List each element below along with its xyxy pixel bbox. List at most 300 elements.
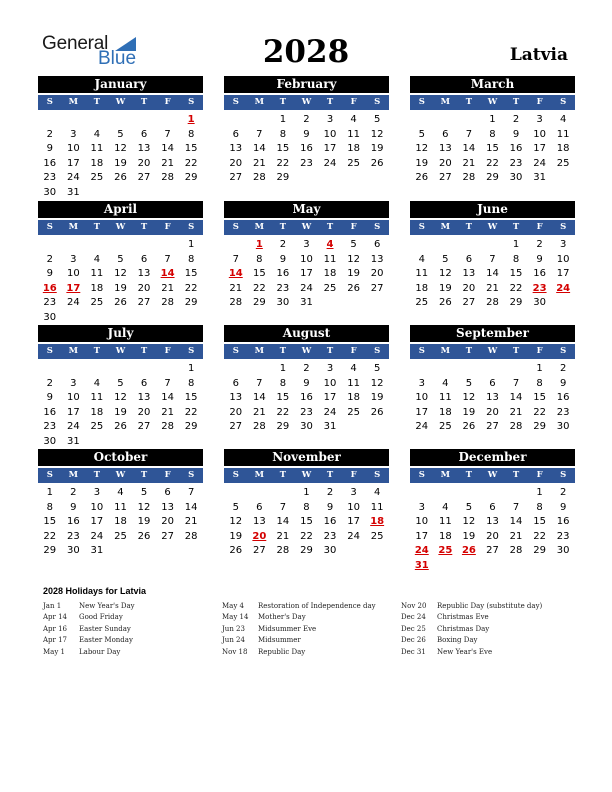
day-cell: 2 xyxy=(46,377,53,389)
holiday-day-cell: 24 xyxy=(556,282,571,294)
holiday-day-cell: 16 xyxy=(42,282,57,294)
day-cell: 31 xyxy=(323,421,337,432)
day-cell: 8 xyxy=(46,501,53,513)
weekday-label: S xyxy=(560,97,567,107)
day-cell: 24 xyxy=(323,157,337,169)
weekday-label: T xyxy=(326,97,334,107)
weekday-label: W xyxy=(301,470,312,480)
holiday-entry xyxy=(43,601,135,612)
holiday-date: May 1 xyxy=(43,647,65,656)
day-cell: 14 xyxy=(252,392,266,403)
day-cell: 20 xyxy=(137,282,151,294)
day-cell: 11 xyxy=(90,268,104,279)
weekday-label: T xyxy=(140,222,148,232)
day-cell: 9 xyxy=(559,501,567,513)
month-title: January xyxy=(38,76,203,93)
day-cell: 21 xyxy=(486,282,499,294)
day-cell: 11 xyxy=(415,268,429,279)
day-cell: 10 xyxy=(347,501,360,513)
day-cell: 5 xyxy=(117,377,124,389)
day-cell: 29 xyxy=(533,421,546,432)
day-cell: 22 xyxy=(184,157,198,169)
day-cell: 1 xyxy=(279,363,287,374)
empty-day-cell xyxy=(85,113,109,128)
day-cell: 24 xyxy=(323,406,337,418)
day-cell: 14 xyxy=(161,392,174,403)
weekday-label: T xyxy=(465,346,473,356)
day-cell: 4 xyxy=(442,377,449,389)
weekday-label: M xyxy=(254,222,265,232)
day-cell: 10 xyxy=(90,501,104,513)
day-cell: 8 xyxy=(279,377,287,389)
day-cell: 31 xyxy=(66,186,80,198)
weekday-label: F xyxy=(536,470,543,480)
day-grid xyxy=(410,359,575,435)
weekday-label: F xyxy=(536,222,543,232)
day-grid xyxy=(224,483,389,559)
day-cell: 21 xyxy=(161,282,174,294)
calendar-country: Latvia xyxy=(509,45,568,65)
month-october xyxy=(38,449,203,559)
empty-day-cell xyxy=(481,486,505,501)
month-title: November xyxy=(224,449,389,466)
weekday-label: S xyxy=(418,97,425,107)
day-cell: 23 xyxy=(556,530,570,542)
day-cell: 4 xyxy=(350,114,357,125)
weekday-label: T xyxy=(512,222,520,232)
day-cell: 19 xyxy=(114,406,127,418)
day-cell: 8 xyxy=(489,128,496,140)
holiday-day-cell: 14 xyxy=(160,268,175,279)
day-cell: 7 xyxy=(164,253,171,265)
weekday-label: T xyxy=(512,470,520,480)
weekday-label: F xyxy=(164,346,171,356)
day-cell: 2 xyxy=(303,114,310,125)
day-cell: 6 xyxy=(140,253,148,265)
day-cell: 13 xyxy=(486,516,499,527)
day-cell: 18 xyxy=(347,143,360,154)
day-cell: 27 xyxy=(438,172,452,183)
empty-day-cell xyxy=(434,486,458,501)
day-cell: 20 xyxy=(161,516,174,527)
day-cell: 13 xyxy=(137,268,151,279)
weekday-header xyxy=(410,220,575,235)
weekday-label: M xyxy=(254,470,265,480)
month-title: December xyxy=(410,449,575,466)
day-cell: 27 xyxy=(229,421,243,432)
day-cell: 26 xyxy=(462,421,476,432)
day-cell: 30 xyxy=(276,297,290,308)
day-cell: 4 xyxy=(559,114,567,125)
weekday-label: S xyxy=(232,97,239,107)
weekday-label: F xyxy=(536,97,543,107)
day-cell: 16 xyxy=(509,143,523,154)
day-cell: 10 xyxy=(323,128,337,140)
day-cell: 3 xyxy=(559,239,567,250)
day-cell: 9 xyxy=(559,377,567,389)
weekday-header xyxy=(38,468,203,483)
weekday-label: M xyxy=(68,97,79,107)
day-grid xyxy=(410,483,575,573)
day-cell: 2 xyxy=(46,253,53,265)
day-cell: 9 xyxy=(70,501,77,513)
day-cell: 1 xyxy=(46,487,53,498)
day-cell: 8 xyxy=(187,253,195,265)
day-cell: 18 xyxy=(438,530,452,542)
holiday-date: Dec 24 xyxy=(401,613,426,622)
day-cell: 5 xyxy=(418,128,425,140)
day-cell: 8 xyxy=(279,128,287,140)
holiday-name: Labour Day xyxy=(79,647,121,656)
day-cell: 10 xyxy=(415,392,429,403)
day-cell: 30 xyxy=(43,311,57,323)
weekday-label: S xyxy=(232,346,239,356)
holiday-name: Republic Day (substitute day) xyxy=(437,602,543,610)
day-cell: 18 xyxy=(347,392,360,403)
weekday-label: S xyxy=(418,222,425,232)
day-cell: 31 xyxy=(300,297,313,308)
day-cell: 14 xyxy=(161,143,174,154)
day-cell: 18 xyxy=(90,282,104,294)
day-cell: 24 xyxy=(66,297,80,308)
day-cell: 12 xyxy=(462,392,476,403)
day-cell: 24 xyxy=(347,530,360,542)
day-cell: 20 xyxy=(438,157,452,169)
weekday-label: M xyxy=(440,222,451,232)
weekday-label: F xyxy=(350,97,357,107)
day-cell: 23 xyxy=(300,157,313,169)
day-cell: 22 xyxy=(184,282,198,294)
weekday-label: T xyxy=(326,346,334,356)
day-cell: 29 xyxy=(276,421,290,432)
weekday-label: S xyxy=(374,470,381,480)
holiday-date: May 4 xyxy=(222,602,244,610)
weekday-label: T xyxy=(140,97,148,107)
month-may xyxy=(224,201,389,311)
holiday-day-cell: 23 xyxy=(532,282,547,294)
holiday-entry xyxy=(222,601,376,612)
day-cell: 9 xyxy=(303,128,310,140)
day-cell: 17 xyxy=(66,157,80,169)
day-cell: 29 xyxy=(533,545,546,556)
day-cell: 3 xyxy=(326,363,334,374)
empty-day-cell xyxy=(132,113,156,128)
weekday-header xyxy=(38,220,203,235)
empty-day-cell xyxy=(457,113,481,128)
day-cell: 1 xyxy=(512,239,520,250)
day-cell: 15 xyxy=(300,516,313,527)
day-cell: 18 xyxy=(114,516,127,527)
day-cell: 24 xyxy=(66,421,80,432)
day-grid xyxy=(38,110,203,200)
day-cell: 20 xyxy=(486,406,499,418)
weekday-label: S xyxy=(188,470,195,480)
day-cell: 19 xyxy=(370,143,384,154)
day-cell: 13 xyxy=(161,501,174,513)
weekday-label: W xyxy=(115,97,126,107)
holiday-entry xyxy=(43,612,135,623)
day-cell: 7 xyxy=(232,253,239,265)
day-cell: 11 xyxy=(370,501,384,513)
day-cell: 19 xyxy=(415,157,429,169)
month-title: June xyxy=(410,201,575,218)
day-cell: 30 xyxy=(533,297,546,308)
weekday-header xyxy=(410,344,575,359)
day-cell: 28 xyxy=(252,172,266,183)
weekday-label: T xyxy=(279,346,287,356)
day-cell: 11 xyxy=(556,128,570,140)
day-cell: 30 xyxy=(66,545,80,556)
day-cell: 22 xyxy=(276,157,290,169)
day-cell: 5 xyxy=(442,253,449,265)
day-cell: 18 xyxy=(323,268,337,279)
day-cell: 27 xyxy=(137,172,151,183)
day-cell: 1 xyxy=(303,487,310,498)
day-cell: 25 xyxy=(347,157,360,169)
holiday-name: Christmas Eve xyxy=(437,613,489,622)
holiday-date: Apr 14 xyxy=(43,613,68,622)
month-december xyxy=(410,449,575,573)
day-cell: 27 xyxy=(462,297,476,308)
day-cell: 4 xyxy=(93,377,101,389)
empty-day-cell xyxy=(109,113,133,128)
weekday-label: W xyxy=(115,470,126,480)
day-cell: 26 xyxy=(370,157,384,169)
holiday-entry xyxy=(43,624,135,635)
day-cell: 28 xyxy=(161,297,174,308)
month-june xyxy=(410,201,575,311)
empty-day-cell xyxy=(481,362,505,377)
weekday-label: M xyxy=(440,470,451,480)
day-cell: 10 xyxy=(300,253,313,265)
day-cell: 6 xyxy=(465,253,473,265)
day-cell: 25 xyxy=(438,421,452,432)
day-cell: 29 xyxy=(184,421,198,432)
day-cell: 25 xyxy=(90,297,104,308)
empty-day-cell xyxy=(504,362,528,377)
empty-day-cell xyxy=(109,238,133,253)
weekday-label: M xyxy=(68,470,79,480)
holiday-day-cell: 17 xyxy=(66,282,81,294)
day-cell: 26 xyxy=(347,282,360,294)
day-cell: 18 xyxy=(415,282,429,294)
day-cell: 16 xyxy=(300,392,313,403)
day-cell: 25 xyxy=(114,530,127,542)
day-cell: 21 xyxy=(161,406,174,418)
weekday-label: W xyxy=(487,97,498,107)
day-cell: 4 xyxy=(373,487,381,498)
day-cell: 12 xyxy=(370,377,384,389)
weekday-label: F xyxy=(164,222,171,232)
empty-day-cell xyxy=(248,486,272,501)
day-cell: 17 xyxy=(90,516,104,527)
day-cell: 17 xyxy=(300,268,313,279)
empty-day-cell xyxy=(224,486,248,501)
month-title: February xyxy=(224,76,389,93)
day-cell: 23 xyxy=(556,406,570,418)
day-cell: 26 xyxy=(438,297,452,308)
day-cell: 29 xyxy=(300,545,313,556)
holiday-name: Mother's Day xyxy=(258,613,306,622)
weekday-label: T xyxy=(512,346,520,356)
holiday-name: Christmas Day xyxy=(437,624,490,633)
day-cell: 9 xyxy=(46,392,53,403)
day-cell: 14 xyxy=(509,392,523,403)
day-cell: 29 xyxy=(509,297,523,308)
day-cell: 7 xyxy=(465,128,473,140)
day-cell: 10 xyxy=(556,253,570,265)
empty-day-cell xyxy=(410,113,434,128)
day-cell: 14 xyxy=(462,143,476,154)
empty-day-cell xyxy=(156,113,180,128)
day-cell: 20 xyxy=(462,282,476,294)
day-cell: 12 xyxy=(370,128,384,140)
weekday-label: T xyxy=(465,470,473,480)
day-cell: 3 xyxy=(350,487,357,498)
holiday-name: Midsummer xyxy=(258,636,301,645)
day-cell: 15 xyxy=(533,516,546,527)
holiday-entry xyxy=(43,635,135,646)
weekday-label: S xyxy=(232,222,239,232)
day-cell: 13 xyxy=(486,392,499,403)
day-cell: 2 xyxy=(326,487,334,498)
day-cell: 11 xyxy=(438,392,452,403)
day-cell: 21 xyxy=(252,157,266,169)
day-cell: 16 xyxy=(43,406,57,418)
day-cell: 28 xyxy=(252,421,266,432)
month-title: May xyxy=(224,201,389,218)
day-cell: 4 xyxy=(93,253,101,265)
day-cell: 8 xyxy=(303,501,310,513)
holiday-entry xyxy=(401,624,542,635)
day-cell: 17 xyxy=(323,392,337,403)
day-cell: 9 xyxy=(326,501,334,513)
holiday-entry xyxy=(222,624,376,635)
day-cell: 5 xyxy=(373,363,381,374)
day-cell: 26 xyxy=(137,530,151,542)
day-cell: 19 xyxy=(347,268,360,279)
empty-day-cell xyxy=(62,113,86,128)
day-cell: 28 xyxy=(509,421,523,432)
day-cell: 18 xyxy=(90,157,104,169)
weekday-label: M xyxy=(440,346,451,356)
day-cell: 25 xyxy=(347,406,360,418)
day-cell: 17 xyxy=(533,143,546,154)
empty-day-cell xyxy=(224,113,248,128)
day-cell: 22 xyxy=(252,282,266,294)
day-cell: 21 xyxy=(229,282,243,294)
empty-day-cell xyxy=(457,486,481,501)
day-cell: 29 xyxy=(276,172,290,183)
holiday-day-cell: 14 xyxy=(228,268,243,279)
holiday-day-cell: 1 xyxy=(187,114,195,125)
day-cell: 2 xyxy=(559,487,567,498)
day-cell: 25 xyxy=(90,172,104,183)
day-cell: 22 xyxy=(276,406,290,418)
month-january xyxy=(38,76,203,200)
empty-day-cell xyxy=(62,238,86,253)
day-cell: 5 xyxy=(117,253,124,265)
holiday-date: Nov 18 xyxy=(222,647,248,656)
month-april xyxy=(38,201,203,325)
empty-day-cell xyxy=(224,238,248,253)
weekday-label: S xyxy=(560,346,567,356)
day-cell: 6 xyxy=(373,239,381,250)
day-cell: 20 xyxy=(137,157,151,169)
day-cell: 13 xyxy=(438,143,452,154)
day-cell: 21 xyxy=(509,530,523,542)
day-cell: 15 xyxy=(533,392,546,403)
empty-day-cell xyxy=(132,362,156,377)
day-cell: 6 xyxy=(442,128,449,140)
day-cell: 20 xyxy=(137,406,151,418)
weekday-label: W xyxy=(487,346,498,356)
day-cell: 2 xyxy=(559,363,567,374)
holidays-title: 2028 Holidays for Latvia xyxy=(43,586,147,596)
day-cell: 12 xyxy=(114,143,127,154)
weekday-label: W xyxy=(487,470,498,480)
day-cell: 18 xyxy=(556,143,570,154)
day-cell: 15 xyxy=(43,516,57,527)
day-cell: 30 xyxy=(323,545,337,556)
empty-day-cell xyxy=(156,362,180,377)
day-cell: 7 xyxy=(187,487,195,498)
day-cell: 3 xyxy=(326,114,334,125)
day-cell: 30 xyxy=(43,435,57,447)
day-cell: 11 xyxy=(90,392,104,403)
holiday-entry xyxy=(401,647,542,658)
day-cell: 15 xyxy=(252,268,266,279)
day-cell: 8 xyxy=(536,377,543,389)
day-cell: 25 xyxy=(90,421,104,432)
day-cell: 15 xyxy=(184,143,198,154)
day-cell: 15 xyxy=(184,392,198,403)
day-cell: 22 xyxy=(300,530,313,542)
day-cell: 14 xyxy=(486,268,499,279)
day-cell: 16 xyxy=(300,143,313,154)
holiday-date: May 14 xyxy=(222,613,249,622)
empty-day-cell xyxy=(248,362,272,377)
weekday-label: T xyxy=(512,97,520,107)
day-cell: 15 xyxy=(184,268,198,279)
empty-day-cell xyxy=(410,362,434,377)
empty-day-cell xyxy=(38,113,62,128)
day-cell: 25 xyxy=(415,297,429,308)
empty-day-cell xyxy=(434,362,458,377)
month-march xyxy=(410,76,575,186)
holiday-column xyxy=(401,601,542,658)
calendar-year: 2028 xyxy=(262,34,350,70)
weekday-label: M xyxy=(68,346,79,356)
day-cell: 22 xyxy=(486,157,499,169)
weekday-label: T xyxy=(279,222,287,232)
day-cell: 27 xyxy=(229,172,243,183)
day-cell: 2 xyxy=(279,239,287,250)
day-grid xyxy=(224,110,389,186)
weekday-label: F xyxy=(536,346,543,356)
day-cell: 28 xyxy=(184,530,198,542)
weekday-header xyxy=(410,468,575,483)
day-cell: 29 xyxy=(184,172,198,183)
day-cell: 12 xyxy=(415,143,429,154)
month-february xyxy=(224,76,389,186)
day-cell: 28 xyxy=(276,545,290,556)
weekday-header xyxy=(38,95,203,110)
day-cell: 9 xyxy=(303,377,310,389)
day-cell: 27 xyxy=(370,282,384,294)
holiday-date: Dec 25 xyxy=(401,624,426,633)
day-cell: 8 xyxy=(187,377,195,389)
